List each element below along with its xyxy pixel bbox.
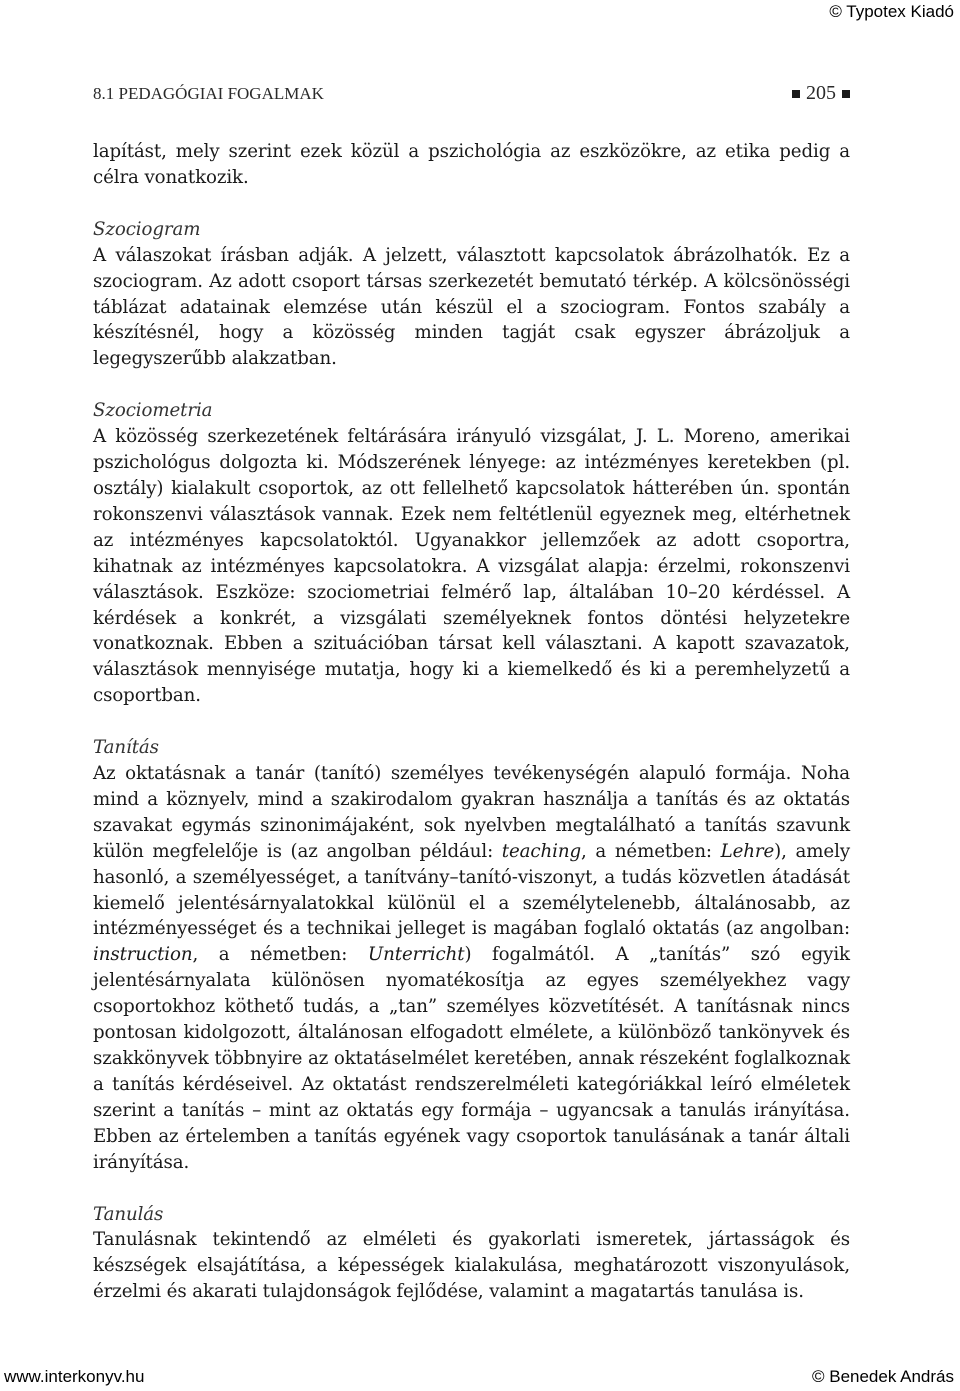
text-run: ), amely hasonló, a személyességet, a tanítvány–tanító-viszonyt, a tudás közvetlen átadását kiemelő jelentésárnyalatokkal különül el a személytelenebb, általánosabb, az intézményességet és a technikai jelleget is magában foglaló oktatás (az angolban: [93, 840, 850, 940]
foreign-term: Lehre [720, 840, 775, 862]
foreign-term: Unterricht [367, 944, 465, 966]
text-run: ) fogalmától. A „tanítás” szó egyik jelentésárnyalata különösen nyomatékosítja az egyes személyekhez vagy csoportokhoz köthető tudás, a „tan” személyes közvetítését. A tanításnak nincs pontosan kidolgozott, általánosan elfogadott elmélete, a különböző tankönyvek és szakkönyvek többnyire az oktatáselmélet keretében, annak részeként foglalkoznak a tanítás kérdéseivel. Az oktatást rendszerelméleti kategóriákkal leíró elméletek szerint a tanítás – mint az oktatás egy formája – ugyancsak a tanulás irányítása. Ebben az értelemben a tanítás egyének vagy csoportok tanulásának a tanár általi irányítása. [93, 944, 850, 1173]
square-bullet-icon [792, 90, 800, 98]
entry-body: A közösség szerkezetének feltárására irányuló vizsgálat, J. L. Moreno, amerikai pszichológus dolgozta ki. Módszerének lényege: az intézményes keretekben (pl. osztály) kialakult csoportok, az ott fellelhető kapcsolatok hátterében ún. spontán rokonszenvi választások vannak. Ezek nem feltétlenül egyeznek meg, eltérhetnek az intézményes kapcsolatoktól. Ugyanakkor jellemzőek az adott csoportra, kihatnak az intézményes kapcsolatokra. A vizsgálat alapja: érzelmi, rokonszenvi választások. Eszköze: szociometriai felmérő lap, általában 10–20 kérdéssel. A kérdések a konkrét, a vizsgálati személyeknek fontos döntési helyzetekre vonatkoznak. Ebben a szituációban társat kell választani. A kapott szavazatok, választások mennyisége mutatja, hogy ki a kiemelkedő és ki a peremhelyzetű a csoportban. [93, 426, 850, 707]
foreign-term: instruction [93, 944, 193, 966]
section-title: 8.1 PEDAGÓGIAI FOGALMAK [93, 83, 324, 103]
running-header [93, 82, 850, 105]
website-link[interactable]: www.interkonyv.hu [4, 1367, 145, 1386]
intro-paragraph: lapítást, mely szerint ezek közül a pszichológia az eszközökre, az etika pedig a célra vonatkozik. [93, 141, 850, 188]
entry-term: Szociometria [93, 400, 213, 422]
entry-body: Tanulásnak tekintendő az elméleti és gyakorlati ismeretek, jártasságok és készségek elsajátítása, a képességek kialakulása, meghatározott viszonyulások, érzelmi és akarati tulajdonságok fejlődése, valamint a magatartás tanulása is. [93, 1229, 850, 1303]
entry-term: Tanítás [93, 737, 159, 759]
entry-term: Tanulás [93, 1203, 164, 1225]
copyright-publisher: © Typotex Kiadó [829, 2, 954, 21]
entry-term: Szociogram [93, 218, 201, 240]
entry-szociogram [93, 217, 850, 372]
foreign-term: teaching [501, 840, 581, 862]
text-run: , a németben: [581, 840, 721, 862]
page-number-group [792, 82, 850, 105]
entry-body: A válaszokat írásban adják. A jelzett, választott kapcsolatok ábrázolhatók. Ez a szociogram. Az adott csoport társas szerkezetét bemutató térkép. A kölcsönösségi táblázat adatainak elemzése után készül el a szociogram. Fontos szabály a készítésnél, hogy a közösség minden tagját csak egyszer ábrázoljuk a legegyszerűbb alakzatban. [93, 244, 850, 370]
square-bullet-icon [842, 90, 850, 98]
entry-tanitas [93, 735, 850, 1175]
text-run: , a németben: [192, 944, 368, 966]
copyright-author: © Benedek András [811, 1367, 954, 1386]
entry-szociometria [93, 398, 850, 709]
entry-body [93, 761, 850, 1176]
entry-tanulas [93, 1202, 850, 1306]
text-run: Az oktatásnak a tanár (tanító) személyes tevékenységén alapuló formája. Noha mind a köznyelv, mind a szakirodalom gyakran használja a tanítás és az oktatás szavakat egymás szinonimájaként, sok nyelvben megtalálható a tanítás szavunk külön megfelelője is (az angolban például: [93, 763, 850, 862]
page-number: 205 [806, 82, 836, 104]
page-body [93, 139, 850, 1305]
